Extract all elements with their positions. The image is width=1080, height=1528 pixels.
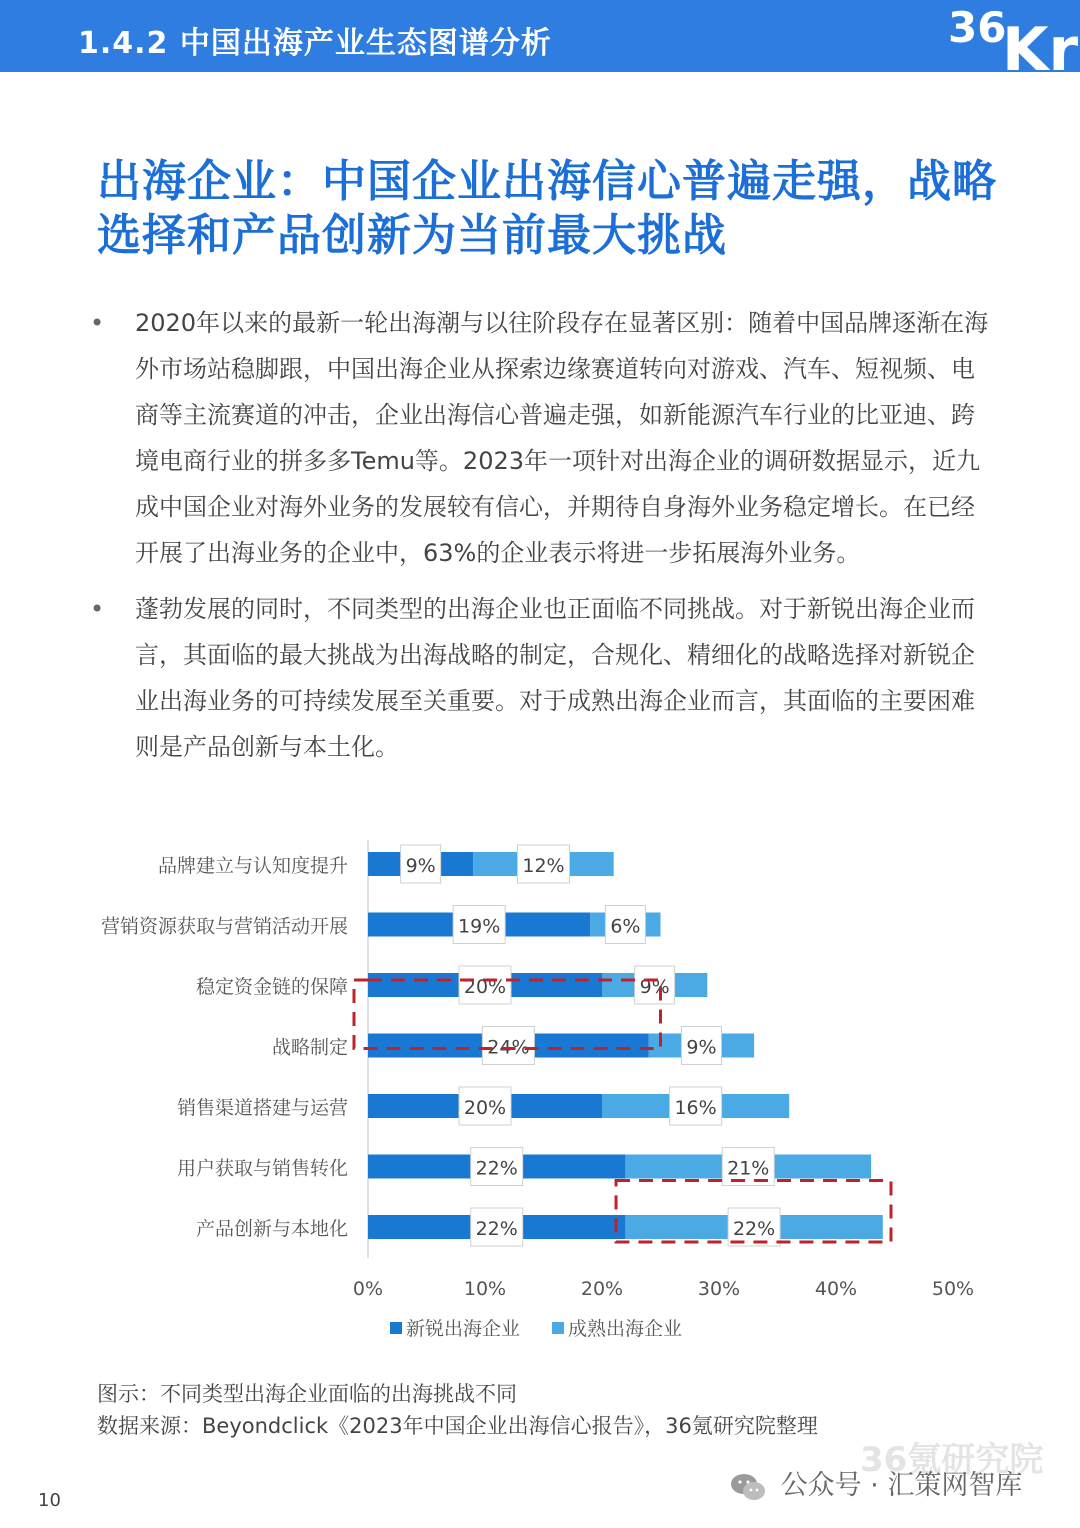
svg-text:Kr: Kr [1002,15,1079,72]
page-number: 10 [38,1490,61,1511]
watermark-text: 公众号 · 汇策网智库 [780,1470,1023,1501]
bullet-text: 蓬勃发展的同时，不同类型的出海企业也正面临不同挑战。对于新锐出海企业而言，其面临的最大挑战为出海战略的制定，合规化、精细化的战略选择对新锐企业出海业务的可持续发展至关重要。对于成熟出海企业而言，其面临的主要困难则是产品创新与本土化。 [135,595,975,761]
category-label: 品牌建立与认知度提升 [157,855,348,877]
bullet-list [90,300,990,780]
data-label: 20% [463,1097,507,1119]
36kr-logo [940,0,1080,72]
section-title: 1.4.2 中国出海产业生态图谱分析 [78,26,552,61]
watermark [730,1463,1022,1502]
x-tick-label: 0% [352,1278,384,1300]
bullet-text: 2020年以来的最新一轮出海潮与以往阶段存在显著区别：随着中国品牌逐渐在海外市场站稳脚跟，中国出海企业从探索边缘赛道转向对游戏、汽车、短视频、电商等主流赛道的冲击，企业出海信心普遍走强，如新能源汽车行业的比亚迪、跨境电商行业的拼多多Temu等。2023年一项针对出海企业的调研数据显示，近九成中国企业对海外业务的发展较有信心，并期待自身海外业务稳定增长。在已经开展了出海业务的企业中，63%的企业表示将进一步拓展海外业务。 [135,309,989,567]
category-label: 用户获取与销售转化 [176,1157,348,1180]
data-label: 9% [639,976,670,998]
bullet-item [90,586,990,770]
legend-label: 成熟出海企业 [568,1318,683,1340]
header-bar [0,0,1080,72]
data-label: 22% [475,1218,518,1240]
bullet-dot: • [90,595,105,623]
data-label: 16% [674,1097,717,1119]
category-label: 产品创新与本地化 [195,1218,348,1240]
headline: 出海企业：中国企业出海信心普遍走强，战略选择和产品创新为当前最大挑战 [97,156,997,261]
data-label: 9% [405,855,436,877]
data-label: 6% [610,915,641,938]
watermark-faint: 36氪研究院 [860,1440,1044,1480]
figure-caption: 图示：不同类型出海企业面临的出海挑战不同 [97,1382,517,1406]
category-label: 稳定资金链的保障 [195,976,348,998]
x-tick-label: 40% [814,1278,858,1300]
wechat-icon [730,1472,766,1502]
legend-swatch [552,1322,564,1334]
highlight-box-strategy-left [354,980,368,1049]
caption [97,1378,818,1442]
data-label: 22% [732,1218,776,1240]
category-label: 营销资源获取与营销活动开展 [100,915,348,938]
source-caption: 数据来源：Beyondclick《2023年中国企业出海信心报告》，36氪研究院整理 [97,1414,818,1438]
x-tick-label: 10% [463,1278,507,1300]
bullet-dot: • [90,309,105,337]
category-label: 战略制定 [271,1036,348,1059]
data-label: 12% [522,855,565,877]
data-label: 22% [475,1157,518,1180]
x-tick-label: 30% [697,1278,741,1300]
bullet-item [90,300,990,576]
challenges-bar-chart [0,830,1080,1370]
legend-label: 新锐出海企业 [406,1318,521,1340]
svg-text:36: 36 [948,3,1007,52]
data-label: 9% [686,1036,717,1059]
data-label: 20% [463,976,507,998]
x-tick-label: 50% [931,1278,975,1300]
data-label: 21% [727,1157,770,1180]
legend-swatch [390,1322,402,1334]
x-tick-label: 20% [580,1278,624,1300]
category-label: 销售渠道搭建与运营 [176,1097,348,1119]
data-label: 24% [487,1036,530,1059]
data-label: 19% [458,915,501,938]
